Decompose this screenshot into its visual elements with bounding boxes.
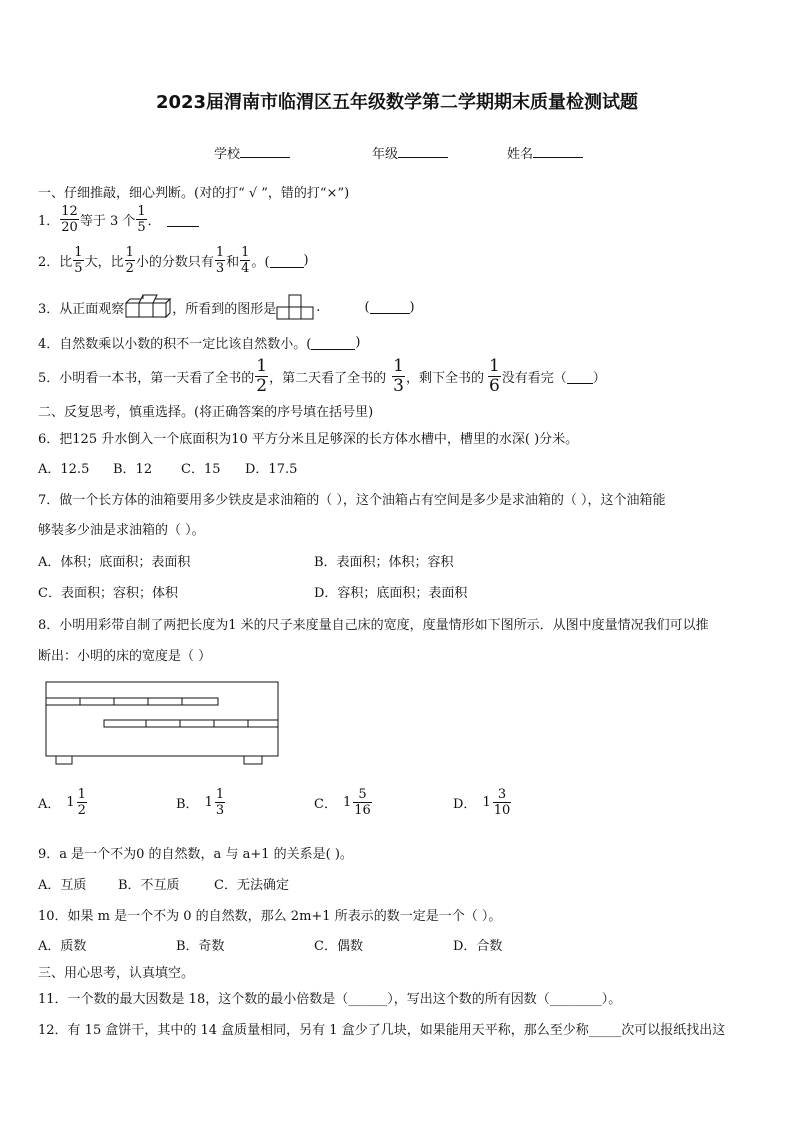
q7-option-a[interactable]: A．体积；底面积；表面积 <box>38 555 191 570</box>
q10-option-b[interactable]: B．奇数 <box>176 939 225 954</box>
question-9: 9．a 是一个不为0 的自然数，a 与 a+1 的关系是( )。 <box>38 847 353 862</box>
fraction-1-3: $\frac{1}{3}$ <box>393 356 404 396</box>
cube-stack-figure <box>124 295 172 319</box>
question-8-line-2: 断出：小明的床的宽度是（ ） <box>38 649 212 664</box>
page-title: 2023届渭南市临渭区五年级数学第二学期期末质量检测试题 <box>155 92 639 113</box>
answer-blank-5[interactable] <box>567 370 593 384</box>
q6-option-b[interactable]: B．12 <box>113 462 153 477</box>
answer-blank-1[interactable] <box>167 213 199 227</box>
front-view-figure <box>276 294 316 320</box>
question-7-line-1: 7．做一个长方体的油箱要用多少铁皮是求油箱的（ ），这个油箱占有空间是多少是求油箱的（ ），这个油箱能 <box>38 493 666 508</box>
section-2-heading: 二、反复思考，慎重选择。(将正确答案的序号填在括号里) <box>38 405 374 420</box>
name-label: 姓名 <box>507 147 534 162</box>
q10-option-c[interactable]: C．偶数 <box>314 939 363 954</box>
q10-option-a[interactable]: A．质数 <box>38 939 87 954</box>
question-12: 12．有 15 盒饼干，其中的 14 盒质量相同，另有 1 盒少了几块，如果能用天平称，那么至少称_____次可以报纸找出这 <box>38 1023 726 1038</box>
q9-option-c[interactable]: C．无法确定 <box>214 878 289 893</box>
q10-option-d[interactable]: D．合数 <box>453 939 503 954</box>
grade-field[interactable] <box>372 143 448 162</box>
section-3-heading: 三、用心思考，认真填空。 <box>38 966 195 981</box>
question-2: 2．比 $\frac{1}{5}$ 大，比 $\frac{1}{2}$ 小的分数只有 $\frac{1}{3}$ 和 $\frac{1}{4}$ 。( ) <box>38 245 309 276</box>
q7-option-b[interactable]: B．表面积；体积；容积 <box>314 555 454 570</box>
fraction-1-5: $\frac{1}{5}$ <box>74 245 83 276</box>
question-10: 10．如果 m 是一个不为 0 的自然数，那么 2m+1 所表示的数一定是一个（ ）。 <box>38 909 502 924</box>
fraction-12-20: $\frac{12}{20}$ <box>61 204 78 235</box>
q8-option-b[interactable]: B． 1 $\frac{1}{3}$ <box>176 787 225 818</box>
school-label: 学校 <box>214 147 241 162</box>
fraction-1-6: $\frac{1}{6}$ <box>488 356 500 396</box>
q7-option-d[interactable]: D．容积；底面积；表面积 <box>314 586 468 601</box>
name-blank[interactable] <box>533 144 583 158</box>
fraction-1-3: $\frac{1}{3}$ <box>215 245 225 276</box>
school-field[interactable] <box>214 143 290 162</box>
q9-option-a[interactable]: A．互质 <box>38 878 87 893</box>
q7-option-c[interactable]: C．表面积；容积；体积 <box>38 586 178 601</box>
question-6: 6．把125 升水倒入一个底面积为10 平方分米且足够深的长方体水槽中，槽里的水深( )分米。 <box>38 432 579 447</box>
name-field[interactable] <box>507 143 583 162</box>
q8-option-c[interactable]: C． 1 $\frac{5}{16}$ <box>314 787 371 818</box>
q9-option-b[interactable]: B．不互质 <box>118 878 180 893</box>
question-5: 5．小明看一本书，第一天看了全书的 $\frac{1}{2}$ ，第二天看了全书的 $\frac{1}{3}$ ，剩下全书的 $\frac{1}{6}$ 没有看完（ ） <box>38 356 606 396</box>
grade-label: 年级 <box>372 147 399 162</box>
q6-option-c[interactable]: C．15 <box>181 462 221 477</box>
question-11: 11．一个数的最大因数是 18，这个数的最小倍数是（______），写出这个数的所有因数（________）。 <box>38 992 622 1007</box>
q8-option-d[interactable]: D． 1 $\frac{3}{10}$ <box>453 787 511 818</box>
fraction-1-2: $\frac{1}{2}$ <box>256 356 268 396</box>
answer-blank-3[interactable] <box>370 300 410 314</box>
fraction-1-5: $\frac{1}{5}$ <box>137 204 146 235</box>
question-7-line-2: 够装多少油是求油箱的（ ）。 <box>38 523 205 538</box>
question-8-line-1: 8．小明用彩带自制了两把长度为1 米的尺子来度量自己床的宽度，度量情形如下图所示．从图中度量情况我们可以推 <box>38 618 709 633</box>
answer-blank-4[interactable] <box>311 336 355 350</box>
grade-blank[interactable] <box>398 144 448 158</box>
answer-blank-2[interactable] <box>270 254 304 268</box>
fraction-1-2: $\frac{1}{2}$ <box>125 245 134 276</box>
question-3: 3．从正面观察 ，所看到的图形是 . ( ) <box>38 294 415 320</box>
fraction-1-4: $\frac{1}{4}$ <box>241 245 250 276</box>
bed-measurement-figure <box>40 676 288 770</box>
question-1: 1． $\frac{12}{20}$ 等于 3 个 $\frac{1}{5}$ ． <box>38 205 199 234</box>
q8-option-a[interactable]: A． 1 $\frac{1}{2}$ <box>38 787 86 818</box>
q6-option-a[interactable]: A．12.5 <box>38 462 90 477</box>
q6-option-d[interactable]: D．17.5 <box>245 462 298 477</box>
section-1-heading: 一、仔细推敲，细心判断。(对的打“ √ ”，错的打“×”) <box>38 186 350 201</box>
question-4: 4．自然数乘以小数的积不一定比该自然数小。( ) <box>38 335 361 352</box>
school-blank[interactable] <box>240 144 290 158</box>
